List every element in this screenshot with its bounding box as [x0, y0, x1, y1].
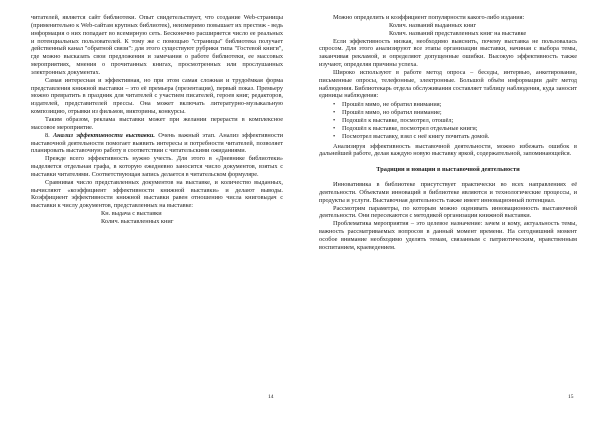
paragraph: Если эффективность низкая, необходимо выяснить, почему выставка не пользовалась спросом. Для этого анализируют все этапы организации выставки, начиная с выбора темы, заканчивая рекламой, и определяют допущенные ошибки. Высокую эффективность также изучают, определяя причины успеха. — [319, 37, 577, 69]
paragraph: Сравнивая число представленных документов на выставке, и количество выданных, вычисляют «коэффициент эффективности книжной выставки» и делают выводы. Коэффициент эффективности книжной выставки равен отношению числа книговыдач с выставки к числу документов, представленных на выставке: — [31, 178, 283, 210]
formula-denominator: Колич. названий представленных книг на выставке — [389, 29, 527, 37]
list-item: • Посмотрел выставку, взял с неё книгу почитать домой. — [333, 132, 490, 140]
bullet-icon: • — [333, 109, 336, 117]
paragraph: Таким образом, реклама выставки может при желании перерасти в комплексное массовое мероприятие. — [31, 115, 283, 131]
analysis-text: Очень важный этап. Анализ эффективности выставочной деятельности помогает выявить интересы и потребности читателей, позволяет планировать выставочную работу в соответствии с читательскими ожиданиями. — [31, 131, 284, 155]
formula-denominator: Колич. выставленных книг — [101, 217, 174, 225]
bullet-icon: • — [333, 132, 336, 140]
paragraph: Инновативика в библиотеке присутствует практически во всех направлениях её деятельности. Объектами инноваций в библиотеке являются и технологические процессы, и продукты и услуги. Выставочная деятельность также имеет инновационный потенциал. — [319, 181, 577, 204]
paragraph: Анализируя эффективность выставочной деятельности, можно избежать ошибок в дальнейшей работе, делая каждую новую выставку яркой, содержательной, запоминающейся. — [319, 142, 577, 158]
paragraph: Прежде всего эффективность нужно учесть. Для этого в «Дневнике библиотеки» выделяется отдельная графа, в которую ежедневно заносится число документов, взятых с выставки читателями. Соответствующая запись делается в читательском формуляре. — [31, 155, 283, 178]
page-number: 15 — [568, 394, 574, 400]
analysis-title: Анализ эффективности выставки. — [52, 131, 156, 139]
bullet-icon: • — [333, 124, 336, 132]
paragraph: Рассмотрим параметры, по которым можно оценивать инновационность выставочной деятельности. Они пересекаются с методикой организации книжной выставки. — [319, 204, 577, 220]
right-page — [300, 0, 600, 424]
right-text-column — [319, 14, 577, 252]
formula-numerator: Кн. выдача с выставки — [101, 210, 162, 218]
list-item: • Подошёл к выставке, посмотрел, отошёл; — [333, 116, 454, 124]
left-text-column — [31, 14, 283, 226]
page-number: 14 — [268, 394, 274, 400]
analysis-paragraph — [31, 132, 283, 156]
analysis-number: 8. — [45, 131, 50, 139]
list-item: • Прошёл мимо, не обратил внимания; — [333, 101, 442, 109]
paragraph: Самая интересная и эффективная, но при этом самая сложная и трудоёмкая форма представления книжной выставки – это её премьера (презентация), первый показ. Премьеру можно превратить в праздник для читателей с участием писателей, героев книг, редакторов, издателей, представителей прессы. Она может включать литературно-музыкальную композицию, отрывки из фильмов, викторины, конкурсы. — [31, 76, 283, 116]
paragraph: Проблематика мероприятия – это целевое назначение: зачем и кому, актуальность темы, важность рассматриваемых вопросов в данный момент времени. На сегодняшний момент особое внимание необходимо уделять темам, связанным с патриотическим, нравственным воспитанием, краеведением. — [319, 220, 577, 251]
section-heading: Традиции и новации в выставочной деятельности — [376, 166, 520, 174]
formula-numerator: Колич. названий выданных книг — [389, 21, 477, 29]
paragraph: читателей, является сайт библиотеки. Опыт свидетельствует, что создание Web-страницы (применительно к Web-сайтам крупных библиотек), неизмеримо повышает их престиж - ведь информация о них попадает во всемирную сеть. Бесконечно расширяется число ее реальных и потенциальных пользователей. К тому же с помощью "страницы" библиотека получает действенный канал "обратной связи": для этого существуют рубрики типа "Гостевой книги", где можно высказать свои предложения и замечания о работе библиотеки, ее массовых мероприятиях, мнения о прочитанных книгах, просмотренных или прослушанных электронных документах. — [31, 14, 283, 76]
bullet-icon: • — [333, 101, 336, 109]
list-item: • Прошёл мимо, но обратил внимание; — [333, 109, 442, 117]
bullet-icon: • — [333, 116, 336, 124]
paragraph: Широко используют в работе метод опроса – беседы, интервью, анкетирование, письменные опросы, телефонные, электронные. Большой объём информации даёт метод наблюдения. Библиотекарь отдела обслуживания составляет таблицу наблюдения, куда заносит единицы наблюдения: — [319, 68, 577, 100]
list-item: • Подошёл к выставке, посмотрел отдельные книги; — [333, 124, 478, 132]
paragraph: Можно определить и коэффициент популярности какого-либо издания: — [333, 14, 525, 21]
observation-list — [319, 101, 577, 140]
